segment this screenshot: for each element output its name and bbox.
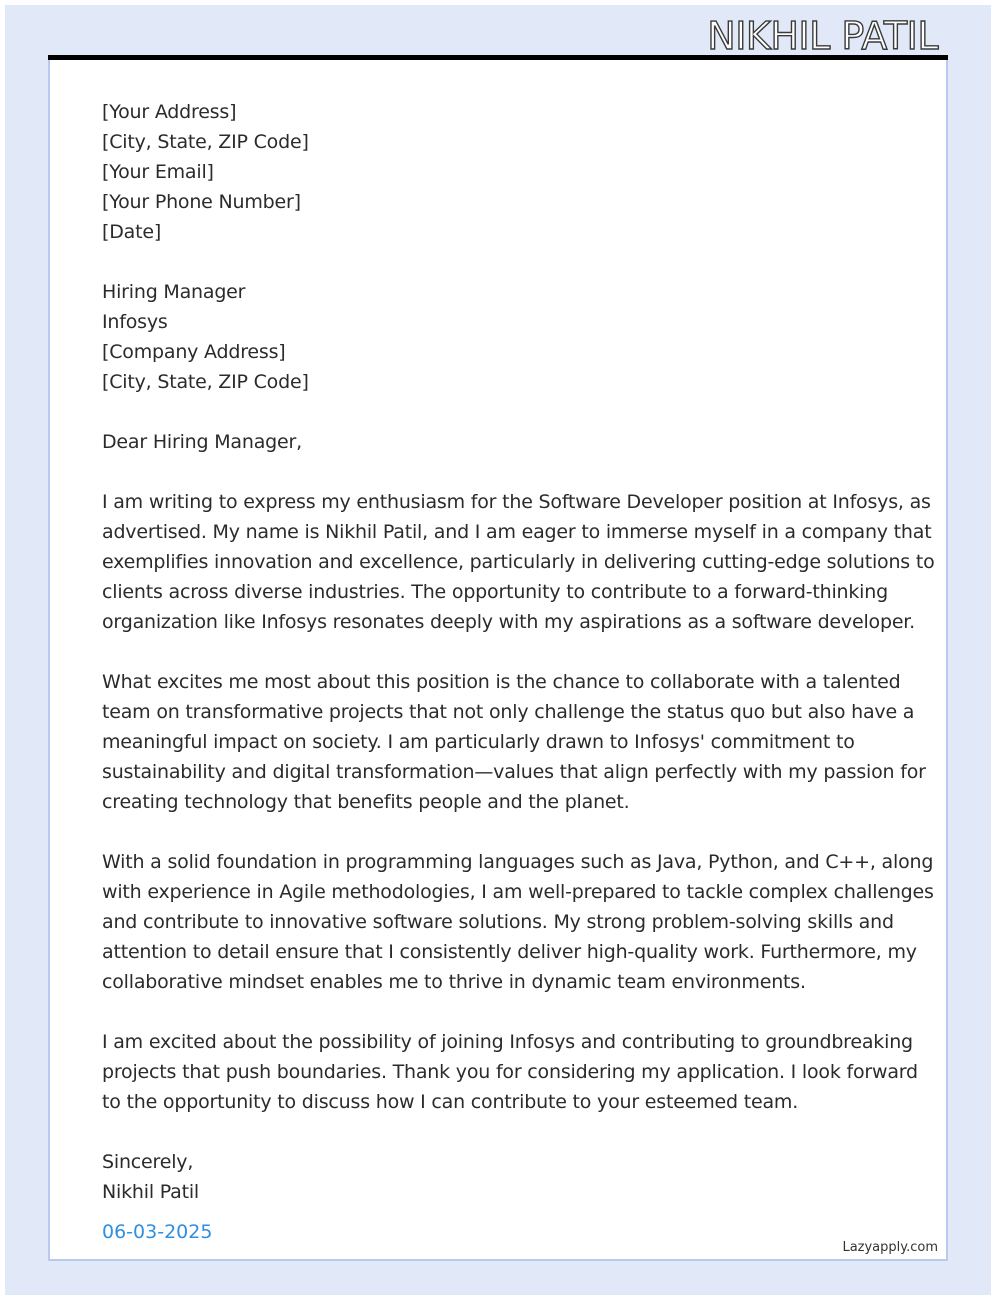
valediction: Sincerely, — [102, 1151, 194, 1173]
paragraph-line: sustainability and digital transformation—values that align perfectly with my passion for — [102, 761, 926, 783]
paragraph-line: I am excited about the possibility of joining Infosys and contributing to groundbreaking — [102, 1031, 913, 1053]
paragraph-line: exemplifies innovation and excellence, particularly in delivering cutting-edge solutions to — [102, 551, 935, 573]
recipient-address-block — [102, 277, 902, 397]
letter-body — [102, 97, 935, 1207]
watermark-link[interactable]: Lazyapply.com — [842, 1240, 938, 1255]
salutation: Dear Hiring Manager, — [102, 431, 302, 453]
paragraph-line: with experience in Agile methodologies, I am well-prepared to tackle complex challenges — [102, 881, 934, 903]
recipient-title: Hiring Manager — [102, 281, 246, 303]
paragraph-line: projects that push boundaries. Thank you for considering my application. I look forward — [102, 1061, 918, 1083]
sender-city-state-zip: [City, State, ZIP Code] — [102, 131, 309, 153]
recipient-address: [Company Address] — [102, 341, 286, 363]
paragraph-line: What excites me most about this position is the chance to collaborate with a talented — [102, 671, 901, 693]
applicant-name-title: NIKHIL PATIL — [707, 14, 938, 58]
sender-address-block — [102, 97, 902, 247]
paragraph-line: attention to detail ensure that I consistently deliver high-quality work. Furthermore, my — [102, 941, 917, 963]
paragraph-line: I am writing to express my enthusiasm for the Software Developer position at Infosys, as — [102, 491, 931, 513]
paragraph-line: clients across diverse industries. The opportunity to contribute to a forward-thinking — [102, 581, 888, 603]
paragraph-line: to the opportunity to discuss how I can contribute to your esteemed team. — [102, 1091, 799, 1113]
paragraph-line: With a solid foundation in programming languages such as Java, Python, and C++, along — [102, 851, 934, 873]
recipient-city-state-zip: [City, State, ZIP Code] — [102, 371, 309, 393]
paragraph-line: advertised. My name is Nikhil Patil, and I am eager to immerse myself in a company that — [102, 521, 932, 543]
paragraph-skills — [102, 847, 934, 997]
paragraph-line: organization like Infosys resonates deeply with my aspirations as a software developer. — [102, 611, 916, 633]
paragraph-line: creating technology that benefits people and the planet. — [102, 791, 630, 813]
paragraph-line: meaningful impact on society. I am particularly drawn to Infosys' commitment to — [102, 731, 855, 753]
sender-address: [Your Address] — [102, 101, 237, 123]
sender-date: [Date] — [102, 221, 162, 243]
paragraph-line: team on transformative projects that not only challenge the status quo but also have a — [102, 701, 915, 723]
recipient-company: Infosys — [102, 311, 168, 333]
signer-name: Nikhil Patil — [102, 1181, 199, 1203]
paragraph-motivation — [102, 667, 926, 817]
letter-date: 06-03-2025 — [102, 1221, 213, 1243]
paragraph-intro — [102, 487, 935, 637]
sender-phone: [Your Phone Number] — [102, 191, 301, 213]
paragraph-line: collaborative mindset enables me to thrive in dynamic team environments. — [102, 971, 806, 993]
letter-page — [48, 55, 948, 1261]
paragraph-line: and contribute to innovative software solutions. My strong problem-solving skills and — [102, 911, 894, 933]
paragraph-closing — [102, 1027, 918, 1117]
sender-email: [Your Email] — [102, 161, 214, 183]
